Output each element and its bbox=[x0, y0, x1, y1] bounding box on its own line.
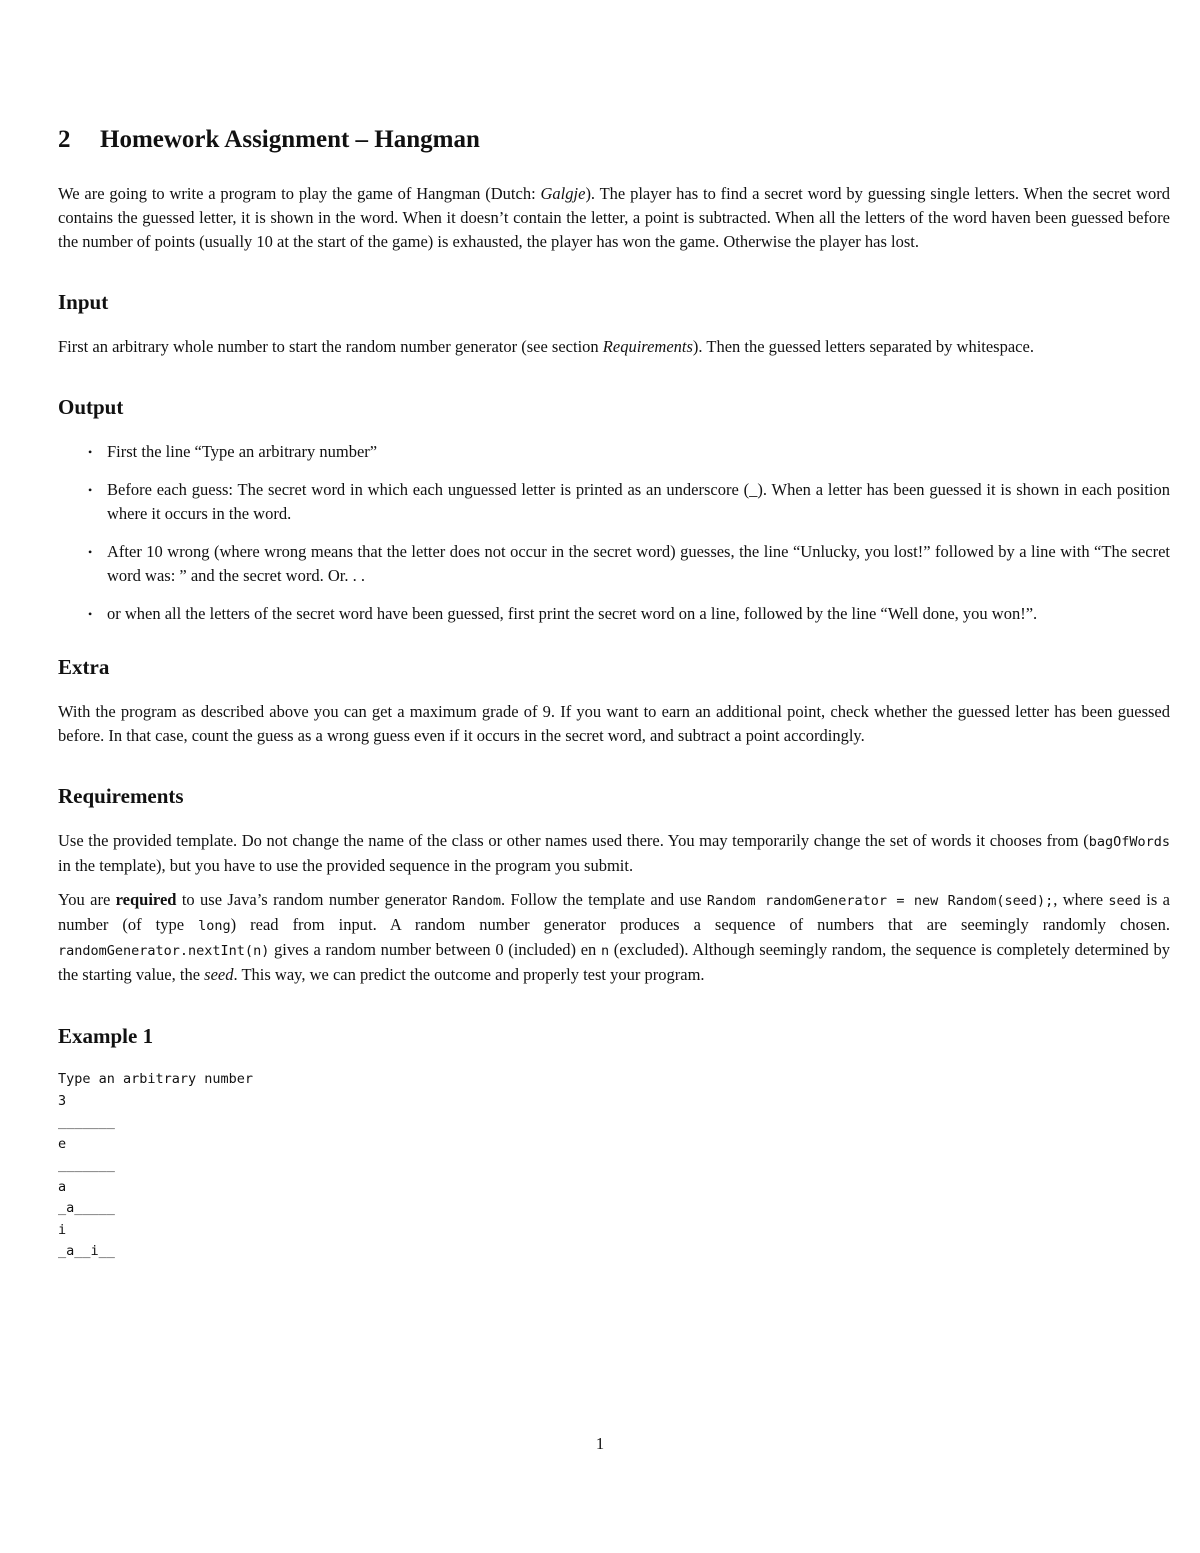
requirements-heading: Requirements bbox=[58, 784, 184, 808]
req-text: . This way, we can predict the outcome and properly test your program. bbox=[233, 965, 705, 984]
req-text: , where bbox=[1053, 890, 1109, 909]
input-text-1: First an arbitrary whole number to start the random number generator (see section bbox=[58, 337, 603, 356]
section-number: 2 bbox=[58, 126, 71, 153]
output-item bbox=[58, 478, 1170, 526]
example-line: _______ bbox=[58, 1157, 115, 1173]
output-list bbox=[58, 440, 1170, 626]
req-text: (excluded). Although seemingly random, the sequence is completely determined by the starting value, the bbox=[58, 940, 1170, 984]
example-line: _a__i__ bbox=[58, 1243, 115, 1259]
example1-heading: Example 1 bbox=[58, 1024, 154, 1048]
example1-output bbox=[58, 1069, 1170, 1263]
intro-text-2: ). The player has to find a secret word by guessing single letters. When the secret word contains the guessed letter, it is shown in the word. When it doesn’t contain the letter, a point is subtracted. When all the letters of the word haven been guessed before the number of points (usually 10 at the start of the game) is exhausted, the player has won the game. Otherwise the player has lost. bbox=[58, 184, 1170, 251]
example-line: i bbox=[58, 1221, 67, 1238]
output-item bbox=[58, 602, 1170, 626]
req-text: You are bbox=[58, 890, 116, 909]
example-line: _______ bbox=[58, 1114, 115, 1130]
req-text: in the template), but you have to use the provided sequence in the program you submit. bbox=[58, 856, 634, 875]
document-page bbox=[58, 124, 1170, 1263]
req-text: . Follow the template and use bbox=[501, 890, 707, 909]
intro-paragraph bbox=[58, 182, 1170, 254]
intro-text-1: We are going to write a program to play the game of Hangman (Dutch: bbox=[58, 184, 541, 203]
bullet-icon: • bbox=[88, 483, 93, 497]
bullet-icon: • bbox=[88, 545, 93, 559]
section-title bbox=[58, 124, 1170, 156]
example-line: a bbox=[58, 1178, 67, 1195]
req-text: Use the provided template. Do not change the name of the class or other names used there. You may temporarily change the set of words it chooses from ( bbox=[58, 831, 1089, 850]
req-bold-required: required bbox=[115, 890, 177, 909]
example-line: _a_____ bbox=[58, 1200, 115, 1216]
req-text: to use Java’s random number generator bbox=[176, 890, 453, 909]
example-line: Type an arbitrary number bbox=[58, 1071, 254, 1087]
input-paragraph bbox=[58, 335, 1170, 359]
output-item-text: or when all the letters of the secret word have been guessed, first print the secret word on a line, followed by the line “Well done, you won!”. bbox=[107, 604, 1038, 623]
requirements-paragraph-1 bbox=[58, 829, 1170, 878]
input-text-2: ). Then the guessed letters separated by whitespace. bbox=[692, 337, 1034, 356]
output-heading: Output bbox=[58, 395, 124, 419]
req-text: is a number (of type bbox=[58, 890, 1170, 934]
req-code-bagofwords: bagOfWords bbox=[1088, 834, 1170, 850]
output-item-text: After 10 wrong (where wrong means that the letter does not occur in the secret word) guesses, the line “Unlucky, you lost!” followed by a line with “The secret word was: ” and the secret word. Or. . . bbox=[107, 542, 1170, 585]
page-number: 1 bbox=[595, 1434, 605, 1453]
input-heading: Input bbox=[58, 290, 109, 314]
req-code-nextint: randomGenerator.nextInt(n) bbox=[58, 943, 270, 959]
req-code-constructor: Random randomGenerator = new Random(seed); bbox=[706, 893, 1054, 909]
extra-paragraph: With the program as described above you can get a maximum grade of 9. If you want to earn an additional point, check whether the guessed letter has been guessed before. In that case, count the guess as a wrong guess even if it occurs in the secret word, and subtract a point accordingly. bbox=[58, 702, 1170, 745]
req-code-long: long bbox=[198, 918, 231, 934]
req-text: ) read from input. A random number generator produces a sequence of numbers that are seemingly randomly chosen. bbox=[230, 915, 1170, 934]
output-item bbox=[58, 440, 1170, 464]
output-item-text: Before each guess: The secret word in which each unguessed letter is printed as an underscore (_). When a letter has been guessed it is shown in each position where it occurs in the word. bbox=[107, 480, 1170, 523]
req-code-random: Random bbox=[452, 893, 502, 909]
req-code-n: n bbox=[600, 943, 610, 959]
output-item-text: First the line “Type an arbitrary number” bbox=[107, 442, 378, 461]
bullet-icon: • bbox=[88, 445, 93, 459]
output-item bbox=[58, 540, 1170, 588]
extra-heading: Extra bbox=[58, 655, 110, 679]
requirements-paragraph-2 bbox=[58, 888, 1170, 987]
section-title-text: Homework Assignment – Hangman bbox=[100, 126, 480, 153]
bullet-icon: • bbox=[88, 607, 93, 621]
example-line: 3 bbox=[58, 1092, 67, 1109]
req-code-seed: seed bbox=[1108, 893, 1141, 909]
input-section-ref: Requirements bbox=[602, 337, 693, 356]
example-line: e bbox=[58, 1135, 67, 1152]
req-text: gives a random number between 0 (included) en bbox=[269, 940, 601, 959]
intro-dutch-word: Galgje bbox=[540, 184, 586, 203]
req-italic-seed: seed bbox=[204, 965, 234, 984]
